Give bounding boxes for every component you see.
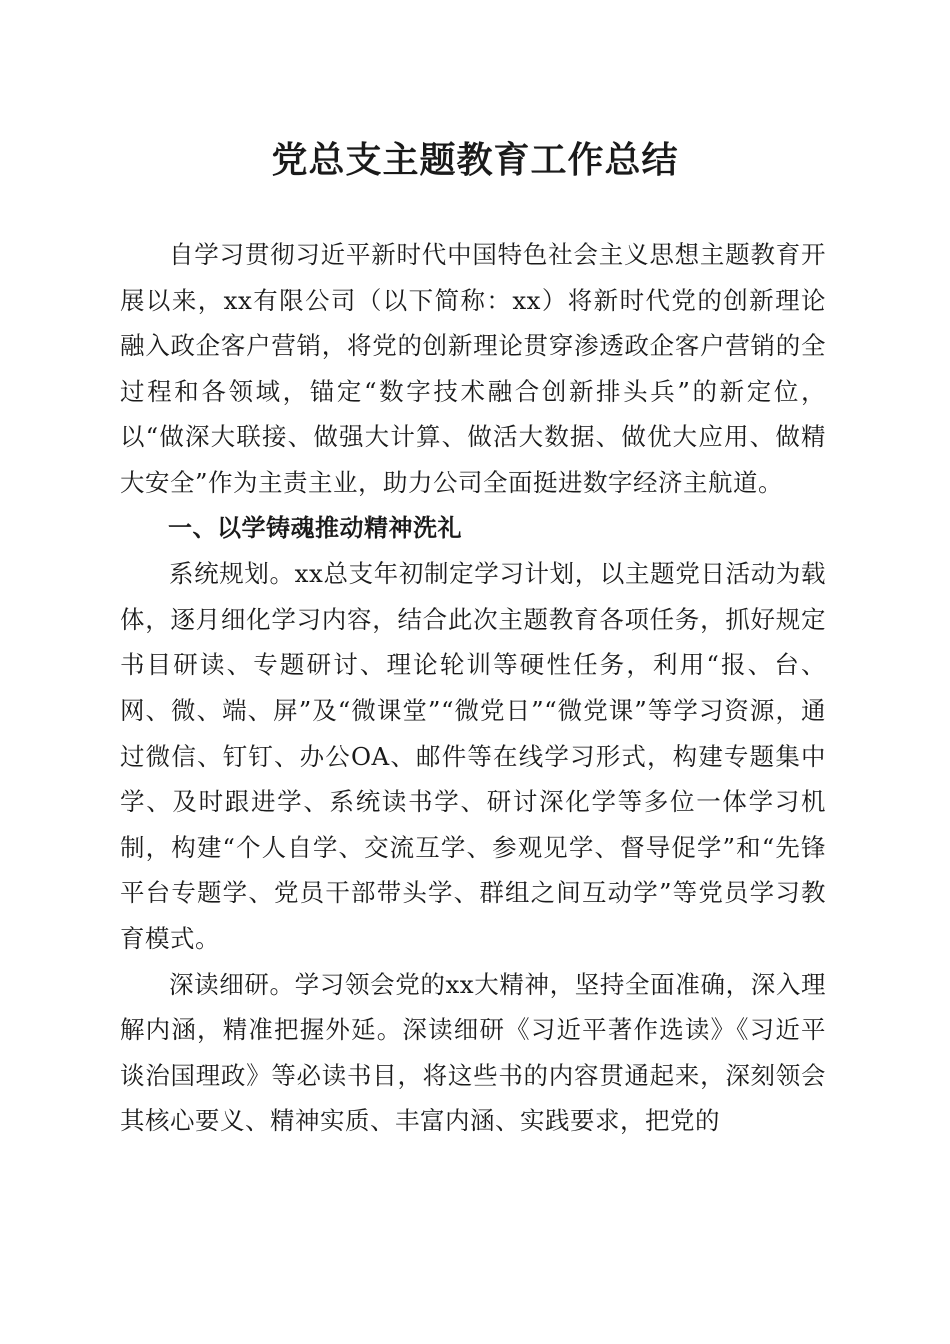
paragraph-systematic-planning: 系统规划。xx总支年初制定学习计划，以主题党日活动为载体，逐月细化学习内容，结合此次主题教育各项任务，抓好规定书目研读、专题研讨、理论轮训等硬性任务，利用“报、台、网、微、端、屏”及“微课堂”“微党日”“微党课”等学习资源，通过微信、钉钉、办公OA、邮件等在线学习形式，构建专题集中学、及时跟进学、系统读书学、研讨深化学等多位一体学习机制，构建“个人自学、交流互学、参观见学、督导促学”和“先锋平台专题学、党员干部带头学、群组之间互动学”等党员学习教育模式。 xyxy=(120,559,826,953)
intro-paragraph: 自学习贯彻习近平新时代中国特色社会主义思想主题教育开展以来，xx有限公司（以下简称：xx）将新时代党的创新理论融入政企客户营销，将党的创新理论贯穿渗透政企客户营销的全过程和各领域，锚定“数字技术融合创新排头兵”的新定位，以“做深大联接、做强大计算、做活大数据、做优大应用、做精大安全”作为主责主业，助力公司全面挺进数字经济主航道。 xyxy=(120,240,826,497)
section-heading-1: 一、以学铸魂推动精神洗礼 xyxy=(168,513,462,542)
paragraph-deep-reading: 深读细研。学习领会党的xx大精神，坚持全面准确，深入理解内涵，精准把握外延。深读细研《习近平著作选读》《习近平谈治国理政》等必读书目，将这些书的内容贯通起来，深刻领会其核心要义、精神实质、丰富内涵、实践要求，把党的 xyxy=(120,969,826,1136)
document-title: 党总支主题教育工作总结 xyxy=(271,139,679,181)
document-body xyxy=(120,232,826,1144)
